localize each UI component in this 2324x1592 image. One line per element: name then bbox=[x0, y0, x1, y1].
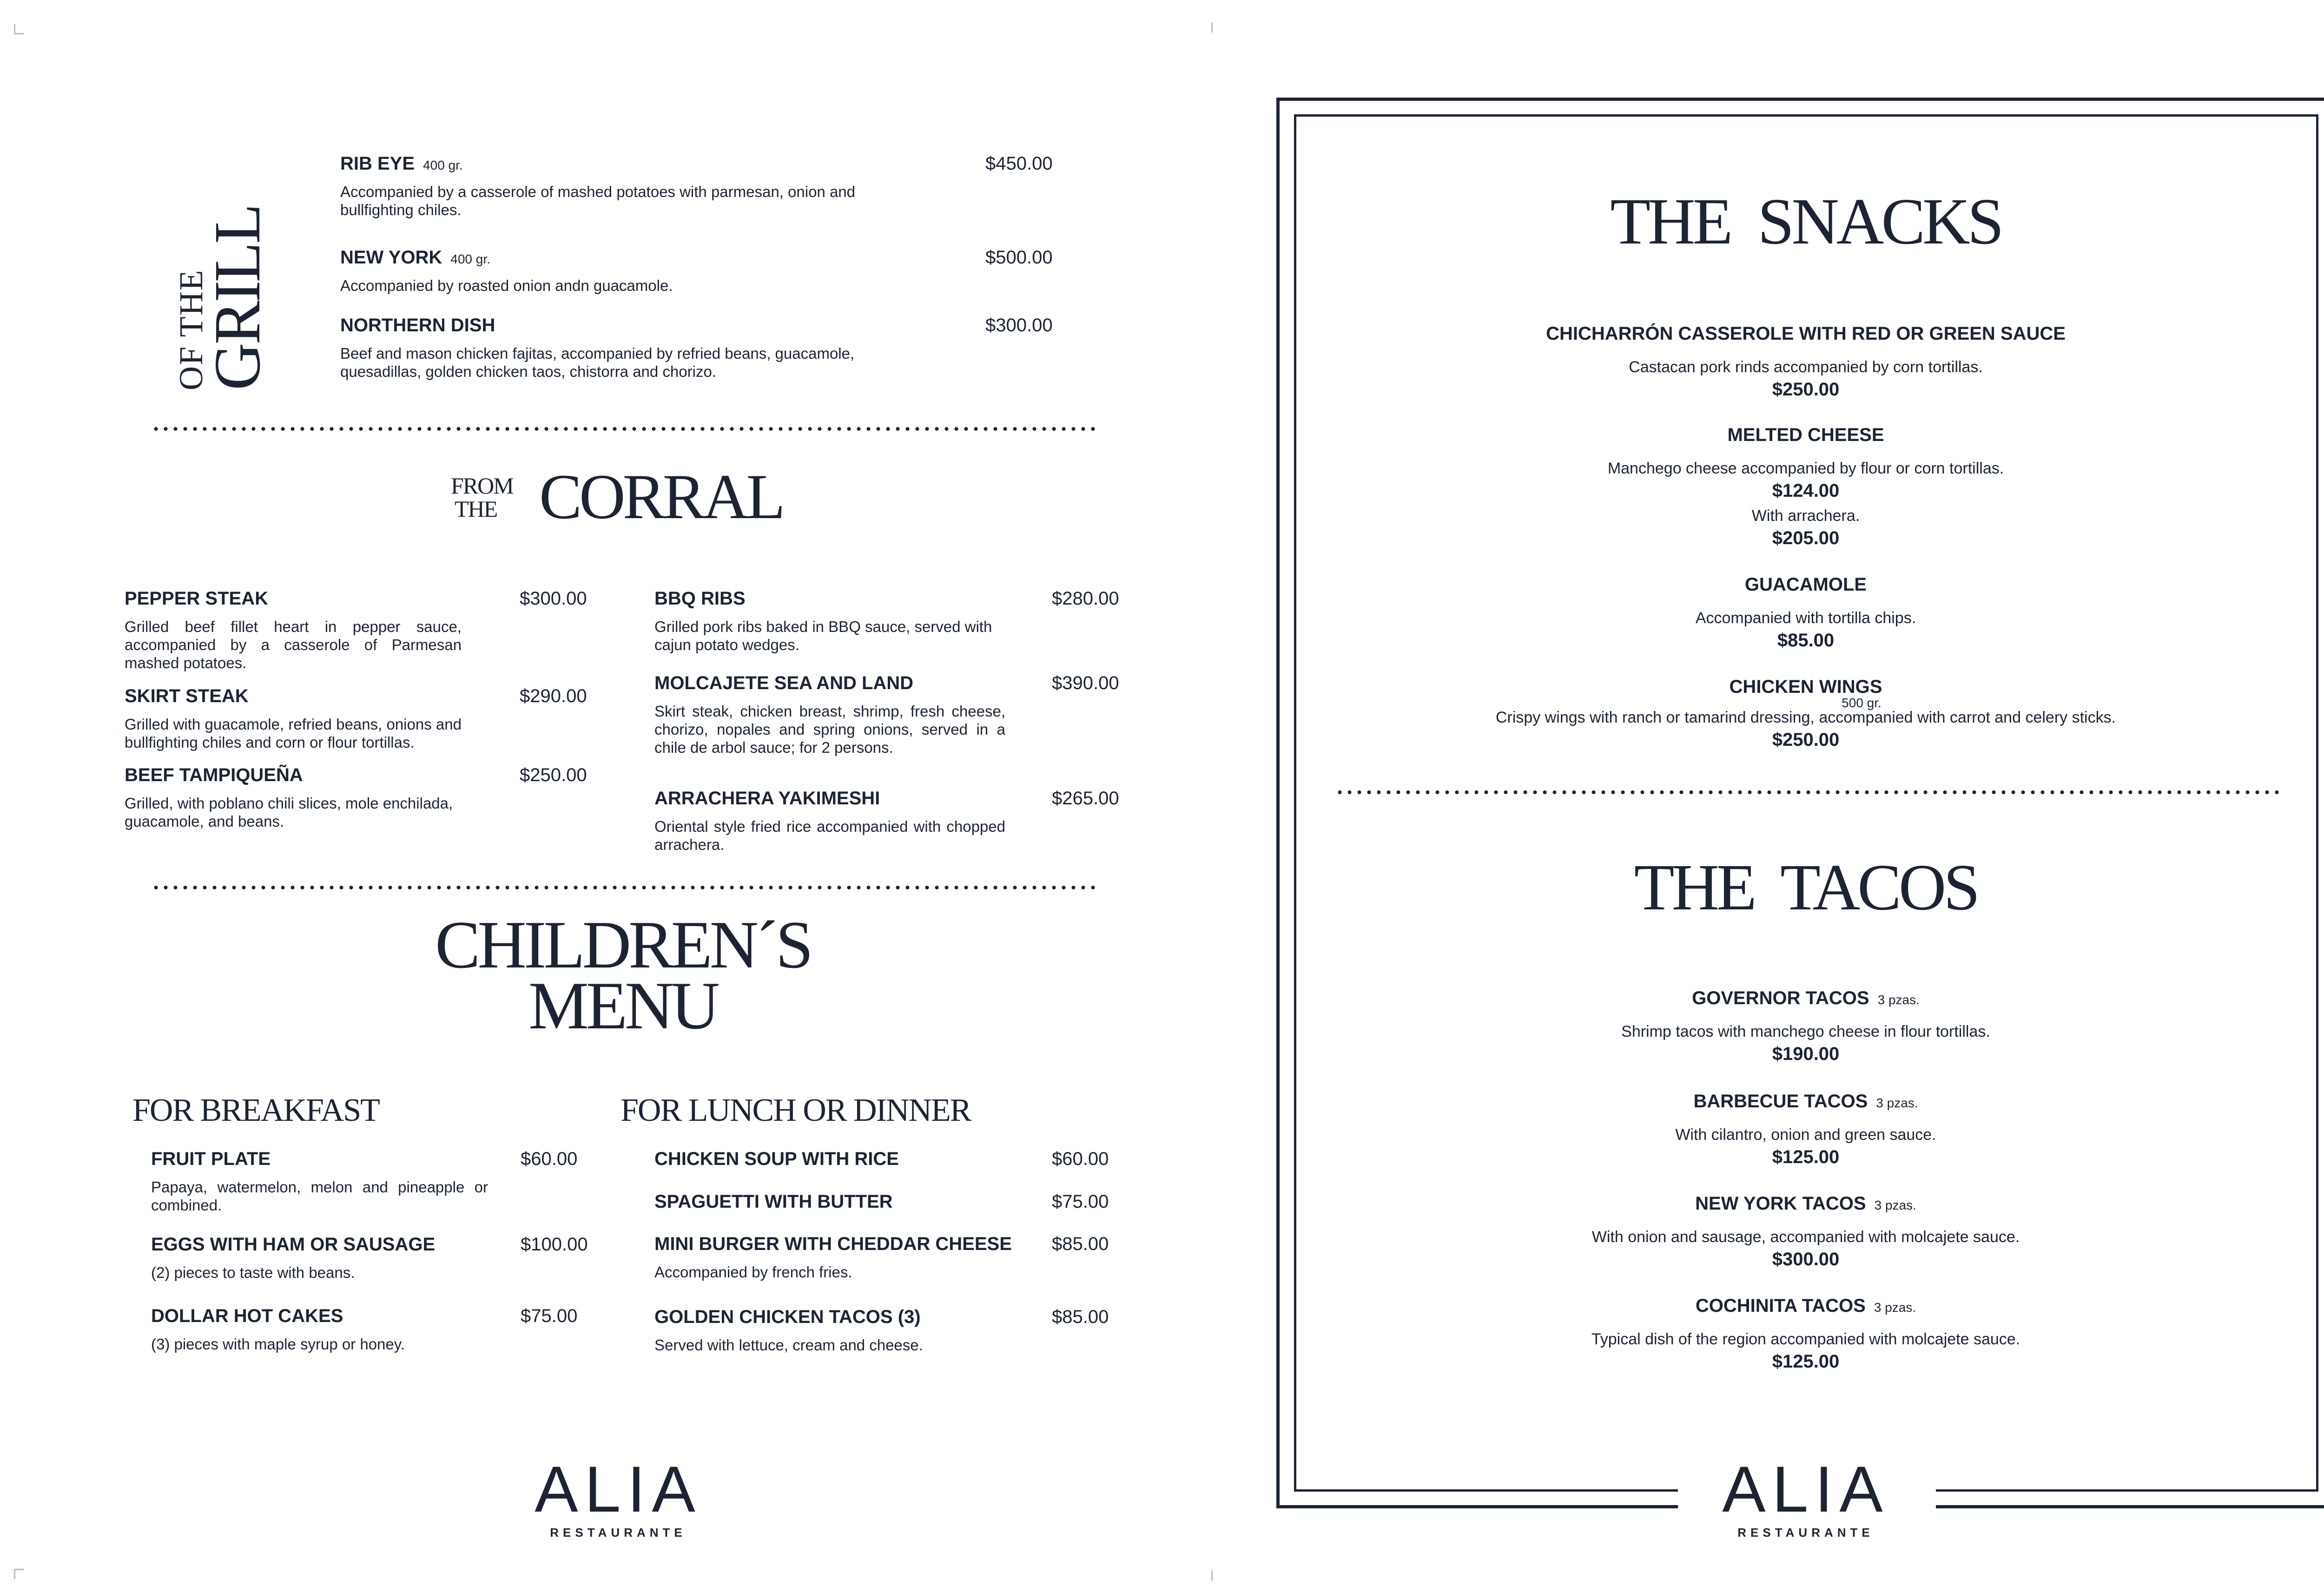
item-name: CHICKEN WINGS bbox=[1729, 677, 1882, 697]
grill-item bbox=[340, 315, 1061, 381]
logo-subtitle: RESTAURANTE bbox=[550, 1526, 687, 1539]
breakfast-item bbox=[151, 1306, 597, 1353]
item-quantity: 3 pzas. bbox=[1876, 1096, 1918, 1110]
item-description: Grilled beef fillet heart in pepper sauce, accompanied by a casserole of Parmesan mashed potatoes. bbox=[125, 618, 462, 671]
item-description: With onion and sausage, accompanied with molcajete sauce. bbox=[1591, 1228, 2020, 1246]
crop-mark bbox=[14, 1569, 15, 1579]
item-weight: 400 gr. bbox=[450, 252, 490, 266]
item-description: Accompanied with tortilla chips. bbox=[1695, 609, 1916, 627]
item-price: $75.00 bbox=[521, 1306, 578, 1326]
childrens-menu-title bbox=[386, 907, 860, 1044]
item-description: Papaya, watermelon, melon and pineapple or combined. bbox=[151, 1178, 488, 1214]
item-description: (3) pieces with maple syrup or honey. bbox=[151, 1335, 405, 1353]
item-price: $300.00 bbox=[1772, 1249, 1840, 1270]
corral-item bbox=[125, 686, 594, 751]
corral-item bbox=[654, 673, 1129, 757]
crop-mark bbox=[14, 1569, 24, 1570]
item-price: $60.00 bbox=[521, 1149, 578, 1169]
corral-item bbox=[125, 765, 594, 830]
item-name: NEW YORK TACOS 3 pzas. bbox=[1695, 1193, 1916, 1214]
childrens-title-line1: CHILDREN´S bbox=[435, 907, 811, 982]
lunch-dinner-heading: FOR LUNCH OR DINNER bbox=[621, 1092, 971, 1128]
item-name: GUACAMOLE bbox=[1744, 574, 1867, 595]
item-price: $290.00 bbox=[520, 686, 587, 706]
item-description: Manchego cheese accompanied by flour or corn tortillas. bbox=[1607, 460, 2004, 477]
taco-item bbox=[1341, 1091, 2271, 1168]
item-name: PEPPER STEAK bbox=[125, 588, 268, 609]
item-name: DOLLAR HOT CAKES bbox=[151, 1306, 343, 1326]
logo-wordmark: ALIA bbox=[535, 1453, 702, 1526]
item-name: SPAGUETTI WITH BUTTER bbox=[654, 1191, 893, 1212]
item-description: Grilled pork ribs baked in BBQ sauce, served with cajun potato wedges. bbox=[654, 618, 992, 653]
item-price: $500.00 bbox=[985, 247, 1053, 268]
item-price: $280.00 bbox=[1052, 588, 1119, 609]
item-description: Accompanied by roasted onion andn guacamole. bbox=[340, 277, 673, 294]
item-name: BARBECUE TACOS 3 pzas. bbox=[1693, 1091, 1918, 1112]
item-name: NORTHERN DISH bbox=[340, 315, 495, 336]
page-frame-inner bbox=[1294, 114, 2318, 1492]
taco-item bbox=[1341, 1296, 2271, 1372]
childrens-title-line2: MENU bbox=[528, 968, 717, 1044]
item-quantity: 3 pzas. bbox=[1874, 1300, 1916, 1315]
item-name: COCHINITA TACOS 3 pzas. bbox=[1695, 1296, 1916, 1316]
taco-item bbox=[1341, 1193, 2271, 1270]
item-weight: 400 gr. bbox=[423, 158, 463, 172]
corral-item bbox=[125, 588, 594, 672]
tacos-title: THE TACOS bbox=[1634, 850, 1978, 924]
dotted-divider bbox=[151, 427, 1099, 431]
item-description: Shrimp tacos with manchego cheese in flour tortillas. bbox=[1621, 1023, 1990, 1040]
item-name: NEW YORK 400 gr. bbox=[340, 247, 490, 268]
item-price: $100.00 bbox=[521, 1234, 588, 1255]
item-name: MELTED CHEESE bbox=[1727, 425, 1884, 445]
grill-item bbox=[340, 153, 1061, 219]
item-price: $85.00 bbox=[1052, 1234, 1109, 1254]
item-name: BBQ RIBS bbox=[654, 588, 746, 609]
item-price: $265.00 bbox=[1052, 788, 1119, 809]
item-name: GOLDEN CHICKEN TACOS (3) bbox=[654, 1307, 921, 1327]
grill-item bbox=[340, 247, 1061, 295]
item-extra-price: $205.00 bbox=[1772, 528, 1840, 548]
item-price: $250.00 bbox=[520, 765, 587, 785]
snack-item bbox=[1341, 677, 2271, 750]
corral-item bbox=[654, 588, 1129, 654]
item-name: ARRACHERA YAKIMESHI bbox=[654, 788, 880, 809]
snack-item bbox=[1341, 425, 2271, 549]
lunch-item bbox=[654, 1234, 1119, 1281]
restaurant-logo bbox=[1694, 1453, 1917, 1540]
lunch-item bbox=[654, 1191, 1119, 1212]
snack-item bbox=[1341, 323, 2271, 400]
item-description: Skirt steak, chicken breast, shrimp, fresh cheese, chorizo, nopales and spring onions, served in a chile de arbol sauce; for 2 persons. bbox=[654, 703, 1005, 756]
item-quantity: 3 pzas. bbox=[1874, 1198, 1916, 1212]
corral-section-title bbox=[451, 461, 786, 534]
corral-item bbox=[654, 788, 1129, 854]
crop-mark bbox=[1211, 1571, 1213, 1581]
grill-section-title bbox=[174, 195, 286, 390]
restaurant-logo bbox=[507, 1453, 730, 1540]
item-price: $390.00 bbox=[1052, 673, 1119, 693]
item-price: $300.00 bbox=[520, 588, 587, 609]
corral-title-main: CORRAL bbox=[539, 461, 783, 532]
item-description: Grilled, with poblano chili slices, mole enchilada, guacamole, and beans. bbox=[125, 795, 453, 830]
item-quantity: 3 pzas. bbox=[1877, 993, 1920, 1007]
item-description: Accompanied by a casserole of mashed potatoes with parmesan, onion and bullfighting chiles. bbox=[340, 183, 855, 218]
item-description: Typical dish of the region accompanied with molcajete sauce. bbox=[1591, 1330, 2020, 1348]
snack-item bbox=[1341, 574, 2271, 651]
crop-mark bbox=[1211, 22, 1213, 33]
logo-wordmark: ALIA bbox=[1722, 1453, 1889, 1526]
item-name: SKIRT STEAK bbox=[125, 686, 249, 706]
item-price: $250.00 bbox=[1772, 730, 1840, 750]
item-name: MINI BURGER WITH CHEDDAR CHEESE bbox=[654, 1234, 1012, 1254]
item-name: MOLCAJETE SEA AND LAND bbox=[654, 673, 914, 693]
item-description: With cilantro, onion and green sauce. bbox=[1675, 1126, 1936, 1144]
crop-mark bbox=[14, 33, 24, 34]
item-price: $125.00 bbox=[1772, 1147, 1840, 1167]
taco-item bbox=[1341, 988, 2271, 1065]
item-price: $60.00 bbox=[1052, 1149, 1109, 1169]
item-name: CHICHARRÓN CASSEROLE WITH RED OR GREEN SAUCE bbox=[1546, 323, 2066, 344]
dotted-divider bbox=[151, 885, 1099, 890]
breakfast-item bbox=[151, 1234, 597, 1282]
item-description: Crispy wings with ranch or tamarind dressing, accompanied with carrot and celery sticks. bbox=[1495, 709, 2116, 726]
item-price: $450.00 bbox=[985, 153, 1053, 174]
item-description: Grilled with guacamole, refried beans, onions and bullfighting chiles and corn or flour tortillas. bbox=[125, 716, 462, 751]
item-description: Castacan pork rinds accompanied by corn tortillas. bbox=[1629, 358, 1983, 376]
grill-title-top: OF THE bbox=[172, 269, 210, 390]
item-description: (2) pieces to taste with beans. bbox=[151, 1264, 355, 1281]
item-extra-description: With arrachera. bbox=[1751, 507, 1860, 525]
item-name: CHICKEN SOUP WITH RICE bbox=[654, 1149, 899, 1169]
item-price: $85.00 bbox=[1777, 630, 1835, 651]
item-description: Served with lettuce, cream and cheese. bbox=[654, 1336, 923, 1354]
item-name: BEEF TAMPIQUEÑA bbox=[125, 765, 303, 785]
lunch-item bbox=[654, 1307, 1119, 1354]
item-weight: 500 gr. bbox=[1842, 696, 1882, 710]
item-description: Oriental style fried rice accompanied with chopped arrachera. bbox=[654, 818, 1005, 853]
item-name: RIB EYE 400 gr. bbox=[340, 153, 463, 174]
corral-title-small-1: FROM bbox=[451, 473, 513, 499]
breakfast-heading: FOR BREAKFAST bbox=[132, 1092, 379, 1128]
item-price: $124.00 bbox=[1772, 480, 1840, 501]
logo-subtitle: RESTAURANTE bbox=[1737, 1526, 1874, 1539]
item-price: $85.00 bbox=[1052, 1307, 1109, 1327]
snacks-title: THE SNACKS bbox=[1610, 184, 2001, 258]
item-name: GOVERNOR TACOS 3 pzas. bbox=[1692, 988, 1920, 1008]
corral-title-small-2: THE bbox=[455, 496, 497, 522]
lunch-item bbox=[654, 1149, 1119, 1170]
dotted-divider bbox=[1335, 790, 2283, 795]
item-price: $75.00 bbox=[1052, 1191, 1109, 1212]
item-price: $300.00 bbox=[985, 315, 1053, 336]
item-description: Beef and mason chicken fajitas, accompanied by refried beans, guacamole, quesadillas, golden chicken taos, chistorra and chorizo. bbox=[340, 345, 855, 380]
item-description: Accompanied by french fries. bbox=[654, 1263, 852, 1281]
breakfast-item bbox=[151, 1149, 597, 1214]
item-name: FRUIT PLATE bbox=[151, 1149, 271, 1169]
item-name: EGGS WITH HAM OR SAUSAGE bbox=[151, 1234, 436, 1255]
item-price: $190.00 bbox=[1772, 1044, 1840, 1064]
grill-title-main: GRILL bbox=[200, 205, 274, 390]
item-price: $250.00 bbox=[1772, 379, 1840, 400]
item-price: $125.00 bbox=[1772, 1351, 1840, 1372]
